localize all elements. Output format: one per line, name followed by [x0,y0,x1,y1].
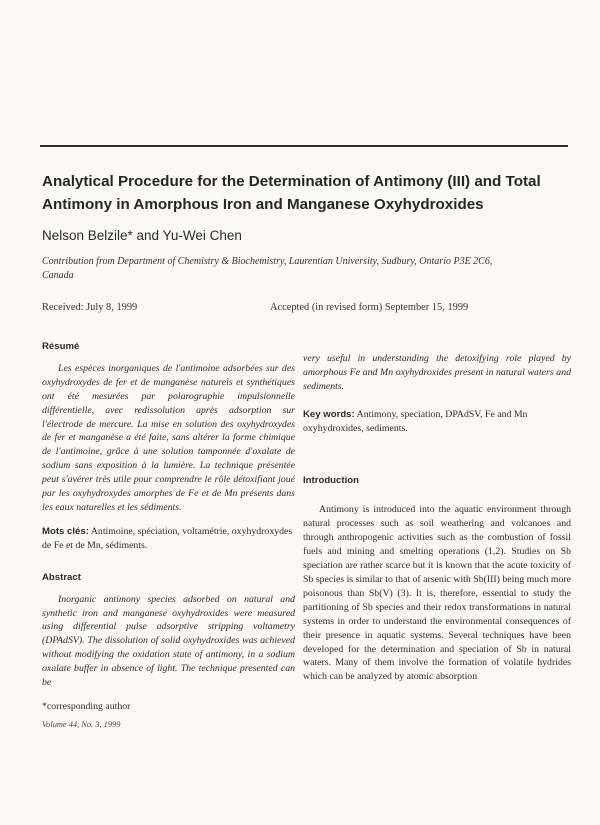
article-title: Analytical Procedure for the Determination of Antimony (III) and Total Antimony in Amorphous Iron and Manganese Oxyhydroxides [42,173,541,213]
received-date: Received: July 8, 1999 [42,302,138,313]
affiliation: Contribution from Department of Chemistry & Biochemistry, Laurentian University, Sudbury, Ontario P3E 2C6, Canada [42,256,493,281]
left-column [42,340,295,732]
resume-text: Les espèces inorganiques de l'antimoine adsorbées sur des oxyhydroxydes de fer et de manganèse naturels et synthétiques ont été mesurées par polarographie impulsionnelle différentielle, avec redissolution après adsorption sur l'électrode de mercure. La mise en solution des oxyhydroxydes de fer et manganèse a été faite, sans altérer la forme chimique de l'antimoine, grâce à une solution tamponnée d'oxalate de sodium sans exposition à la lumière. La technique présentée peut s'avérer très utile pour comprendre le rôle détoxifiant joué par les oxyhydroxydes amorphes de Fe et de Mn présents dans les eaux naturelles et les sédiments. [42,362,295,513]
header-rule [40,145,568,147]
keywords [303,408,571,436]
abstract-heading: Abstract [42,571,81,583]
abstract-text-left: Inorganic antimony species adsorbed on natural and synthetic iron and manganese oxyhydroxides were measured using differential pulse adsorptive stripping voltametry (DPAdSV). The dissolution of solid oxyhydroxides was achieved without modifying the oxidation state of antimony, in a sodium oxalate buffer in absence of light. The technique presented can be [42,593,295,689]
authors: Nelson Belzile* and Yu-Wei Chen [42,228,242,243]
keywords-label: Key words: [303,408,355,420]
resume-heading: Résumé [42,341,80,352]
accepted-date: Accepted (in revised form) September 15, 1999 [270,302,469,313]
right-column [303,352,571,684]
footnote: *corresponding author [42,700,131,712]
volume-info: Volume 44, No. 3, 1999 [42,719,121,729]
mots-cles [42,525,295,553]
abstract-text-right: very useful in understanding the detoxifying role played by amorphous Fe and Mn oxyhydroxides present in natural waters and sediments. [303,353,571,392]
mots-cles-text: Antimoine, spéciation, voltamétrie, oxyhydroxydes de Fe et de Mn, sédiments. [42,525,293,551]
introduction-heading: Introduction [303,474,359,486]
introduction-text: Antimony is introduced into the aquatic environment through natural processes such as soil weathering and volcanoes and through anthropogenic activities such as the combustion of fossil fuels and mining and smelting operations (1,2). Studies on Sb speciation are rather scarce but it is known that the acute toxicity of Sb species is similar to that of arsenic with Sb(III) being much more poisonous than Sb(V) (3). It is, therefore, essential to study the partitioning of Sb species and their redox transformations in natural systems in order to understand the environmental consequences of their presence in aquatic systems. Several techniques have been developed for the determination and speciation of Sb in natural waters. Many of them involve the formation of volatile hydrides which can be analyzed by atomic absorption [303,504,571,683]
keywords-text: Antimony, speciation, DPAdSV, Fe and Mn oxyhydroxides, sediments. [303,408,528,434]
mots-cles-label: Mots clés: [42,525,89,537]
